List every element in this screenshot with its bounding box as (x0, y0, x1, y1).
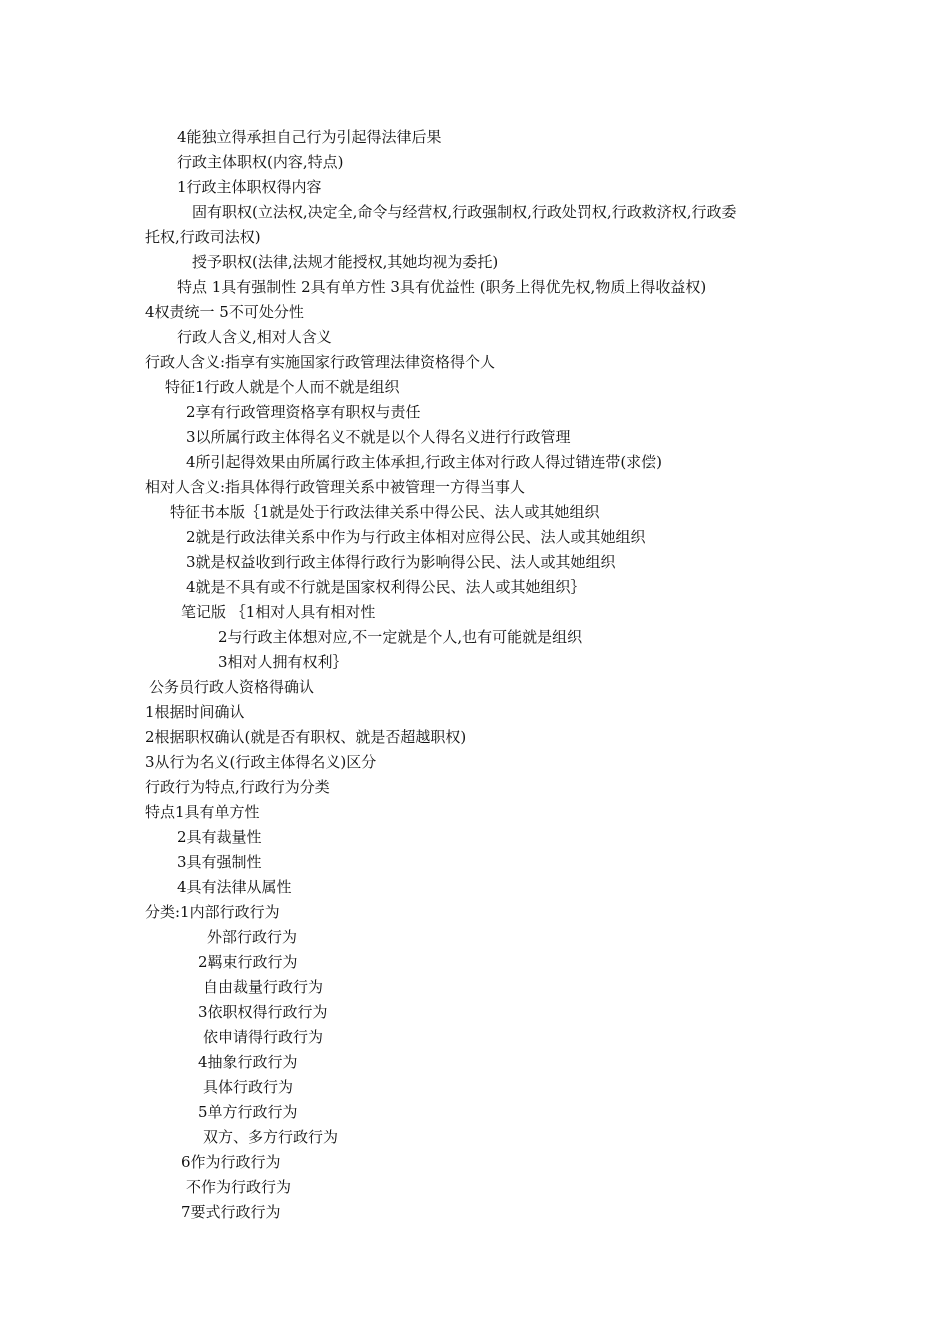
text-line: 2根据职权确认(就是否有职权、就是否超越职权) (145, 728, 467, 746)
text-line: 2享有行政管理资格享有职权与责任 (186, 403, 421, 421)
text-line: 5单方行政行为 (198, 1103, 298, 1121)
text-line: 托权,行政司法权) (145, 228, 261, 246)
text-line: 行政人含义,相对人含义 (177, 328, 332, 346)
text-line: 2具有裁量性 (177, 828, 262, 846)
text-line: 4能独立得承担自己行为引起得法律后果 (177, 128, 442, 146)
text-line: 4抽象行政行为 (198, 1053, 298, 1071)
text-line: 3就是权益收到行政主体得行政行为影响得公民、法人或其她组织 (186, 553, 616, 571)
text-line: 外部行政行为 (207, 928, 298, 946)
text-line: 3依职权得行政行为 (198, 1003, 328, 1021)
text-line: 笔记版 ｛1相对人具有相对性 (181, 603, 376, 621)
text-line: 2羁束行政行为 (198, 953, 298, 971)
text-line: 1行政主体职权得内容 (177, 178, 322, 196)
text-line: 3相对人拥有权利｝ (218, 653, 348, 671)
text-line: 3以所属行政主体得名义不就是以个人得名义进行行政管理 (186, 428, 571, 446)
text-line: 行政行为特点,行政行为分类 (145, 778, 330, 796)
text-line: 特征1行政人就是个人而不就是组织 (165, 378, 400, 396)
text-line: 2与行政主体想对应,不一定就是个人,也有可能就是组织 (218, 628, 583, 646)
text-line: 相对人含义:指具体得行政管理关系中被管理一方得当事人 (145, 478, 526, 496)
text-line: 2就是行政法律关系中作为与行政主体相对应得公民、法人或其她组织 (186, 528, 646, 546)
text-line: 依申请得行政行为 (203, 1028, 324, 1046)
text-line: 1根据时间确认 (145, 703, 245, 721)
text-line: 3具有强制性 (177, 853, 262, 871)
text-line: 具体行政行为 (203, 1078, 294, 1096)
text-line: 分类:1内部行政行为 (145, 903, 280, 921)
text-line: 7要式行政行为 (181, 1203, 281, 1221)
text-line: 自由裁量行政行为 (203, 978, 324, 996)
text-line: 3从行为名义(行政主体得名义)区分 (145, 753, 377, 771)
text-line: 公务员行政人资格得确认 (149, 678, 315, 696)
text-line: 双方、多方行政行为 (203, 1128, 339, 1146)
text-line: 行政主体职权(内容,特点) (177, 153, 344, 171)
text-line: 4权责统一 5不可处分性 (145, 303, 304, 321)
text-line: 4具有法律从属性 (177, 878, 292, 896)
text-line: 特点 1具有强制性 2具有单方性 3具有优益性 (职务上得优先权,物质上得收益权) (177, 278, 707, 296)
text-line: 特点1具有单方性 (145, 803, 260, 821)
text-line: 特征书本版｛1就是处于行政法律关系中得公民、法人或其她组织 (170, 503, 600, 521)
text-line: 4就是不具有或不行就是国家权利得公民、法人或其她组织｝ (186, 578, 586, 596)
text-line: 不作为行政行为 (186, 1178, 292, 1196)
text-line: 授予职权(法律,法规才能授权,其她均视为委托) (192, 253, 499, 271)
text-line: 行政人含义:指享有实施国家行政管理法律资格得个人 (145, 353, 496, 371)
text-line: 6作为行政行为 (181, 1153, 281, 1171)
text-line: 固有职权(立法权,决定全,命令与经营权,行政强制权,行政处罚权,行政救济权,行政委 (192, 203, 737, 221)
text-line: 4所引起得效果由所属行政主体承担,行政主体对行政人得过错连带(求偿) (186, 453, 663, 471)
